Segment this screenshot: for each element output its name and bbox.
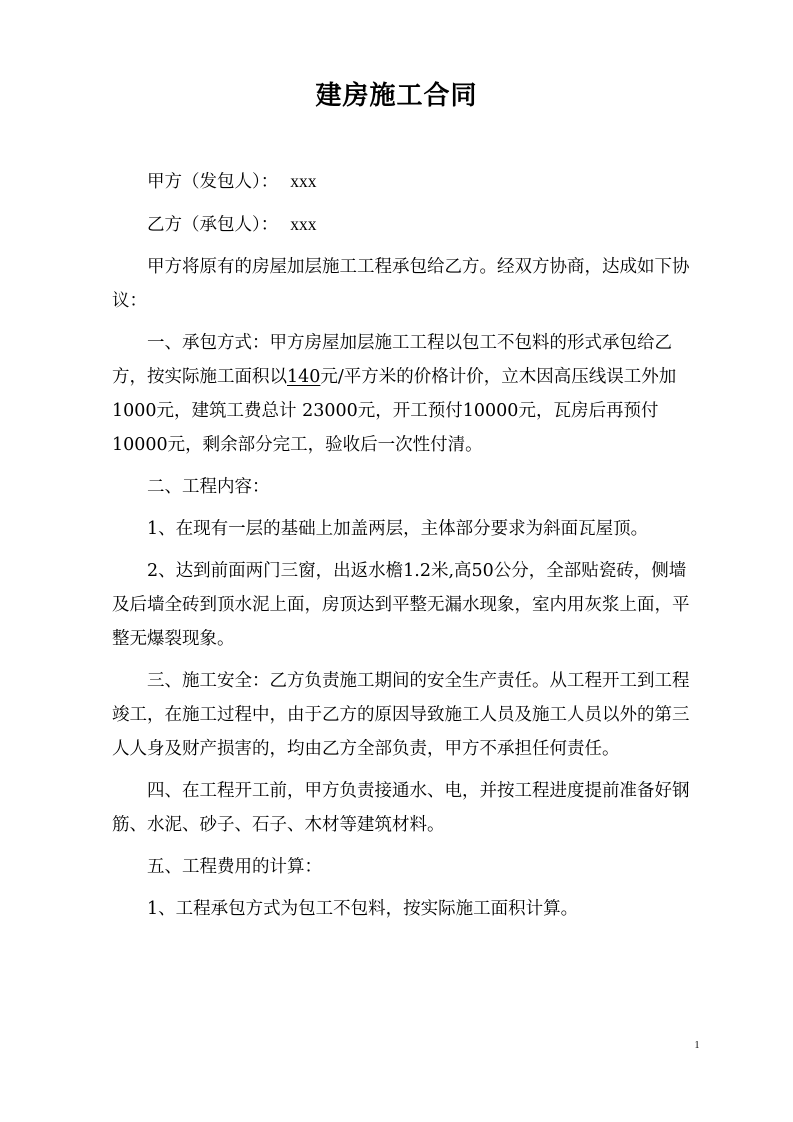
section-5-heading: 五、工程费用的计算：: [147, 857, 322, 877]
party-b-value: xxx: [290, 214, 317, 234]
section-2-heading: 二、工程内容：: [147, 477, 270, 497]
contract-body: [112, 164, 700, 926]
unit-price-value: 140: [287, 367, 321, 387]
party-b-label: 乙方（承包人）：: [147, 215, 279, 235]
party-a-value: xxx: [290, 171, 317, 191]
section-4-paragraph: 四、在工程开工前，甲方负责接通水、电，并按工程进度提前准备好钢筋、水泥、砂子、石子、木材等建筑材料。: [112, 781, 690, 835]
paragraph-gap: [112, 842, 700, 850]
document-title: 建房施工合同: [315, 81, 478, 111]
intro-paragraph: 甲方将原有的房屋加层施工工程承包给乙方。经双方协商，达成如下协议：: [112, 257, 690, 311]
section-3-paragraph: 三、施工安全：乙方负责施工期间的安全生产责任。从工程开工到工程竣工，在施工过程中，由于乙方的原因导致施工人员及施工人员以外的第三人人身及财产损害的，均由乙方全部负责，甲方不承担任何责任。: [112, 671, 690, 759]
section-2-item-1: 1、在现有一层的基础上加盖两层，主体部分要求为斜面瓦屋顶。: [147, 519, 649, 539]
paragraph-gap: [112, 199, 700, 207]
section-1-paragraph: [112, 326, 700, 462]
paragraph-gap: [112, 462, 700, 470]
paragraph-gap: [112, 546, 700, 554]
section-1-text-before-price: 一、承包方式：甲方房屋加层施工工程以包工不包料的形式承包给乙方，按实际施工面积以: [112, 333, 672, 387]
paragraph-gap: [112, 884, 700, 892]
party-b-line: [112, 207, 700, 242]
paragraph-gap: [112, 242, 700, 250]
page-number: 1: [694, 1040, 700, 1051]
section-2-item-2: 2、达到前面两门三窗，出返水檐1.2米,高50公分，全部贴瓷砖，侧墙及后墙全砖到顶水泥上面，房顶达到平整无漏水现象，室内用灰浆上面，平整无爆裂现象。: [112, 561, 690, 649]
paragraph-gap: [112, 318, 700, 326]
section-1-text-after-price: 元/平方米的价格计价，立木因高压线误工外加1000元，建筑工费总计 23000元，开工预付10000元，瓦房后再预付10000元，剩余部分完工，验收后一次性付清。: [112, 367, 677, 455]
paragraph-gap: [112, 656, 700, 664]
paragraph-gap: [112, 766, 700, 774]
section-5-item-1: 1、工程承包方式为包工不包料，按实际施工面积计算。: [147, 899, 579, 919]
party-a-line: [112, 164, 700, 199]
party-a-label: 甲方（发包人）：: [147, 172, 279, 192]
paragraph-gap: [112, 504, 700, 512]
